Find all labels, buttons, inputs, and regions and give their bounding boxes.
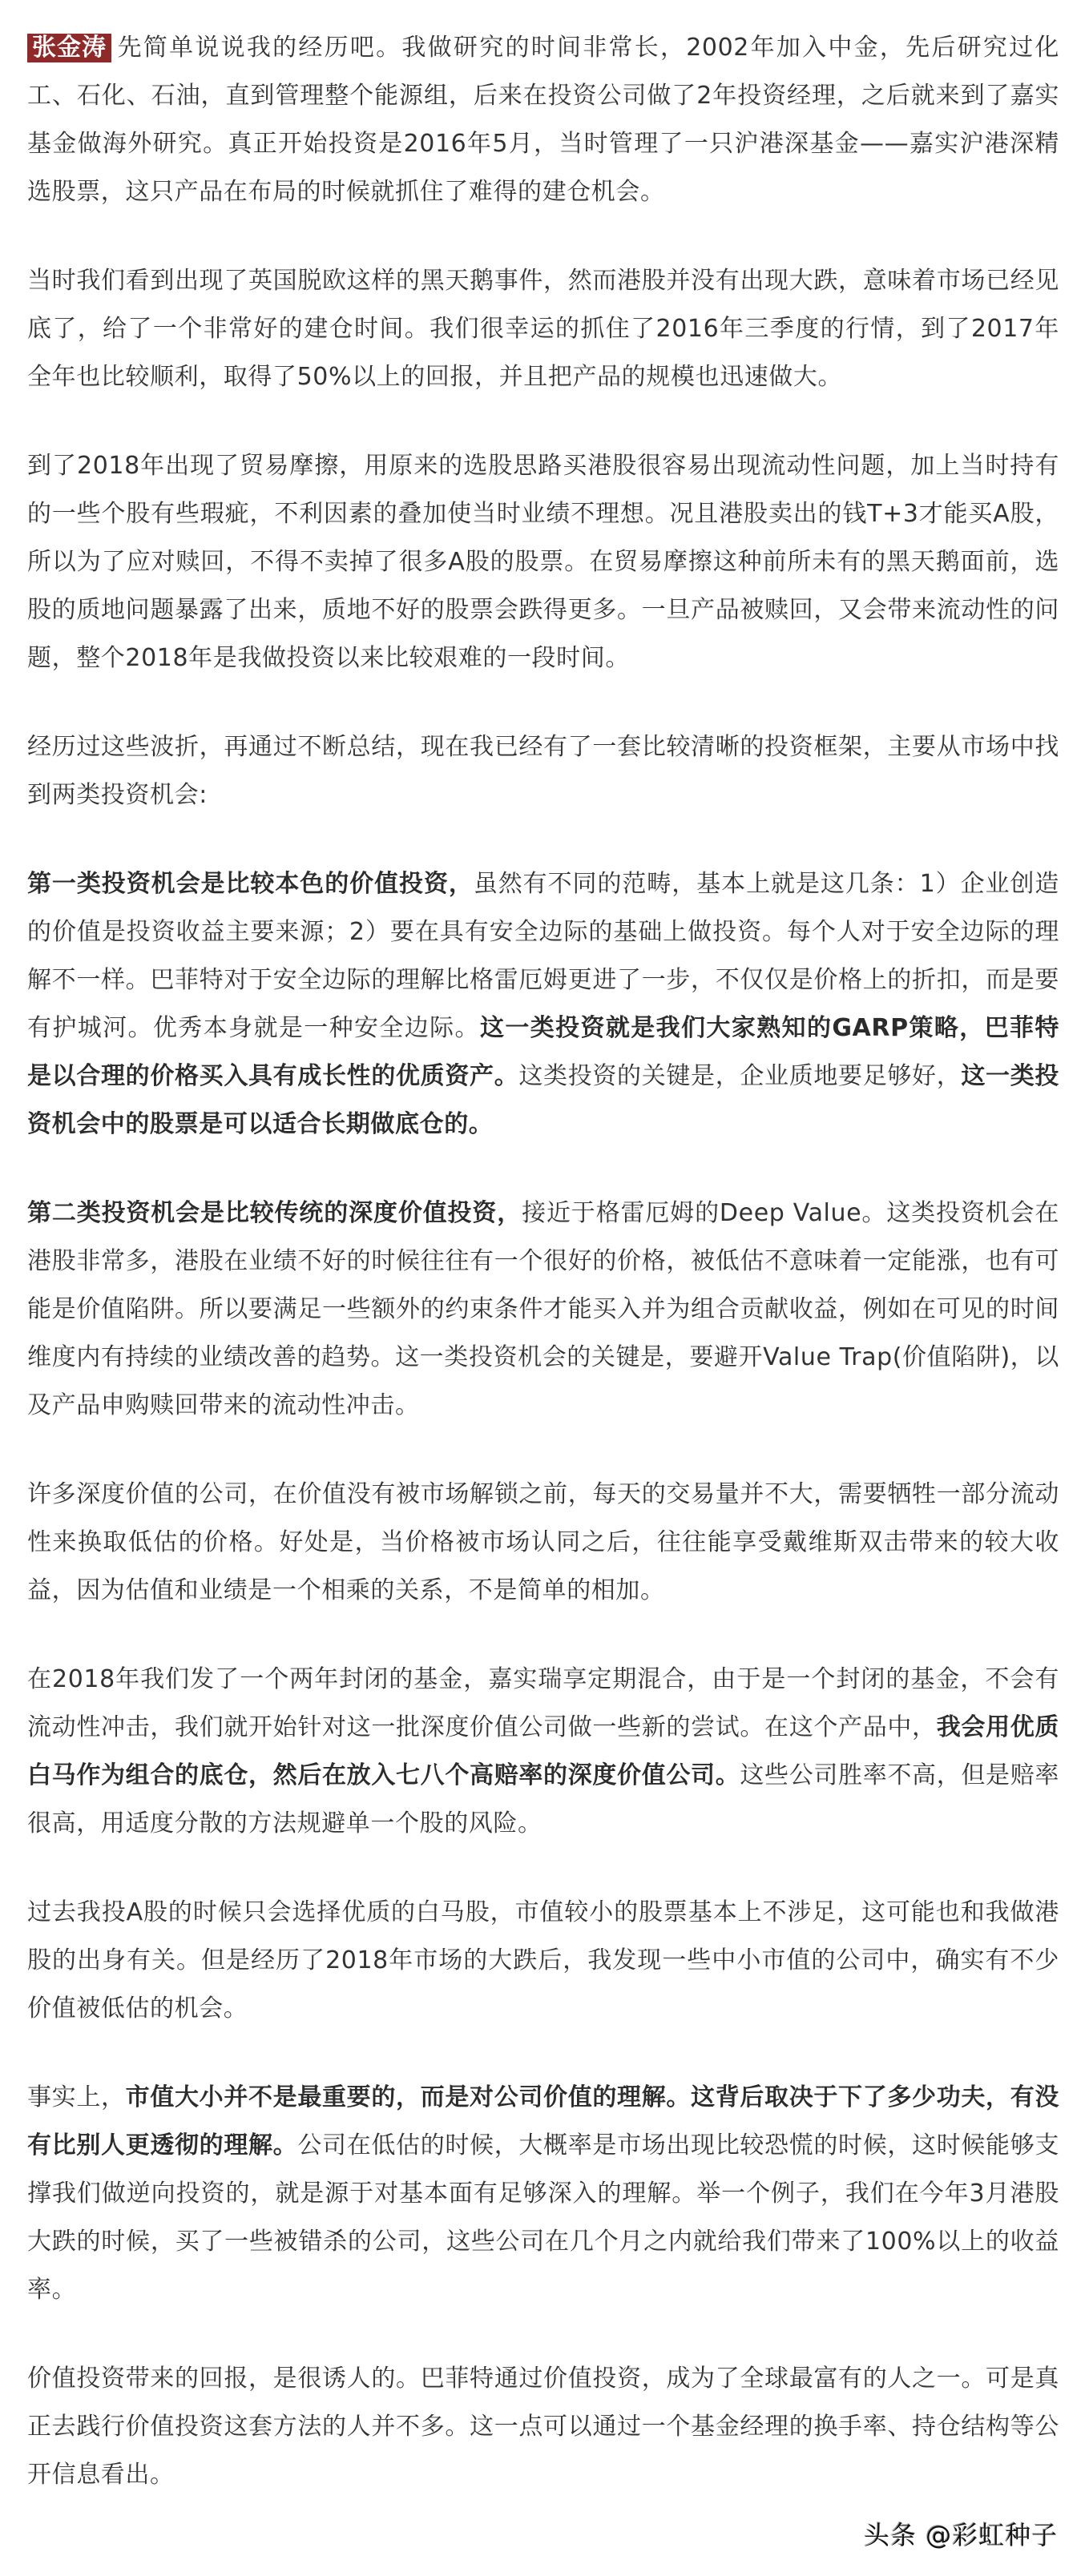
speaker-name-badge: 张金涛: [27, 34, 111, 62]
bold-text-segment: 我会用优质白马作为组合的底仓，然后在放入七八个高赔率的深度价值公司。: [27, 1713, 1060, 1789]
bold-text-segment: 第二类投资机会是比较传统的深度价值投资，: [27, 1199, 522, 1227]
paragraph: [27, 24, 1059, 216]
paragraph: [27, 860, 1059, 1149]
bold-text-segment: 第一类投资机会是比较本色的价值投资，: [27, 870, 474, 898]
text-segment: 到了2018年出现了贸易摩擦，用原来的选股思路买港股很容易出现流动性问题，加上当时持有的一些个股有些瑕疵，不利因素的叠加使当时业绩不理想。况且港股卖出的钱T+3才能买A股，所以为了应对赎回，不得不卖掉了很多A股的股票。在贸易摩擦这种前所未有的黑天鹅面前，选股的质地问题暴露了出来，质地不好的股票会跌得更多。一旦产品被赎回，又会带来流动性的问题，整个2018年是我做投资以来比较艰难的一段时间。: [27, 452, 1059, 672]
text-segment: 这些公司胜率不高，但是赔率很高，用适度分散的方法规避单一个股的风险。: [27, 1761, 1059, 1837]
text-segment: 虽然有不同的范畴，基本上就是这几条：1）企业创造的价值是投资收益主要来源；2）要在具有安全边际的基础上做投资。每个人对于安全边际的理解不一样。巴菲特对于安全边际的理解比格雷厄姆更进了一步，不仅仅是价格上的折扣，而是要有护城河。优秀本身就是一种安全边际。: [27, 870, 1059, 1042]
source-watermark: 头条 @彩虹种子: [864, 2520, 1059, 2550]
paragraph: [27, 1189, 1059, 1430]
paragraph: [27, 1656, 1059, 1848]
bold-text-segment: 这一类投资机会中的股票是可以适合长期做底仓的。: [27, 1062, 1059, 1138]
paragraph: [27, 2074, 1059, 2314]
text-segment: 许多深度价值的公司，在价值没有被市场解锁之前，每天的交易量并不大，需要牺牲一部分流动性来换取低估的价格。好处是，当价格被市场认同之后，往往能享受戴维斯双击带来的较大收益，因为估值和业绩是一个相乘的关系，不是简单的相加。: [27, 1480, 1059, 1604]
text-segment: 当时我们看到出现了英国脱欧这样的黑天鹅事件，然而港股并没有出现大跌，意味着市场已经见底了，给了一个非常好的建仓时间。我们很幸运的抓住了2016年三季度的行情，到了2017年全年也比较顺利，取得了50%以上的回报，并且把产品的规模也迅速做大。: [27, 267, 1059, 391]
text-segment: 经历过这些波折，再通过不断总结，现在我已经有了一套比较清晰的投资框架，主要从市场中找到两类投资机会:: [27, 733, 1059, 809]
paragraph: [27, 723, 1059, 819]
text-segment: 在2018年我们发了一个两年封闭的基金，嘉实瑞享定期混合，由于是一个封闭的基金，不会有流动性冲击，我们就开始针对这一批深度价值公司做一些新的尝试。在这个产品中，: [27, 1665, 1059, 1741]
paragraph: [27, 257, 1059, 401]
text-segment: 过去我投A股的时候只会选择优质的白马股，市值较小的股票基本上不涉足，这可能也和我做港股的出身有关。但是经历了2018年市场的大跌后，我发现一些中小市值的公司中，确实有不少价值被低估的机会。: [27, 1898, 1059, 2023]
paragraph: [27, 2355, 1059, 2499]
text-segment: 这类投资的关键是，企业质地要足够好，: [518, 1062, 962, 1090]
paragraph: [27, 442, 1059, 682]
text-segment: 价值投资带来的回报，是很诱人的。巴菲特通过价值投资，成为了全球最富有的人之一。可是真正去践行价值投资这套方法的人并不多。这一点可以通过一个基金经理的换手率、持仓结构等公开信息看出。: [27, 2365, 1059, 2489]
text-segment: 事实上，: [27, 2083, 126, 2111]
text-segment: 接近于格雷厄姆的Deep Value。这类投资机会在港股非常多，港股在业绩不好的时候往往有一个很好的价格，被低估不意味着一定能涨，也有可能是价值陷阱。所以要满足一些额外的约束条件才能买入并为组合贡献收益，例如在可见的时间维度内有持续的业绩改善的趋势。这一类投资机会的关键是，要避开Value Trap(价值陷阱)，以及产品申购赎回带来的流动性冲击。: [27, 1199, 1059, 1419]
bold-text-segment: 这一类投资就是我们大家熟知的GARP策略，巴菲特是以合理的价格买入具有成长性的优质资产。: [27, 1014, 1059, 1090]
paragraph: [27, 1889, 1059, 2033]
paragraph: [27, 1471, 1059, 1615]
text-segment: 先简单说说我的经历吧。我做研究的时间非常长，2002年加入中金，先后研究过化工、石化、石油，直到管理整个能源组，后来在投资公司做了2年投资经理，之后就来到了嘉实基金做海外研究。真正开始投资是2016年5月，当时管理了一只沪港深基金——嘉实沪港深精选股票，这只产品在布局的时候就抓住了难得的建仓机会。: [27, 34, 1059, 206]
text-segment: 公司在低估的时候，大概率是市场出现比较恐慌的时候，这时候能够支撑我们做逆向投资的，就是源于对基本面有足够深入的理解。举一个例子，我们在今年3月港股大跌的时候，买了一些被错杀的公司，这些公司在几个月之内就给我们带来了100%以上的收益率。: [27, 2131, 1059, 2304]
article-body: [27, 24, 1059, 2540]
bold-text-segment: 市值大小并不是最重要的，而是对公司价值的理解。这背后取决于下了多少功夫，有没有比别人更透彻的理解。: [27, 2083, 1059, 2159]
